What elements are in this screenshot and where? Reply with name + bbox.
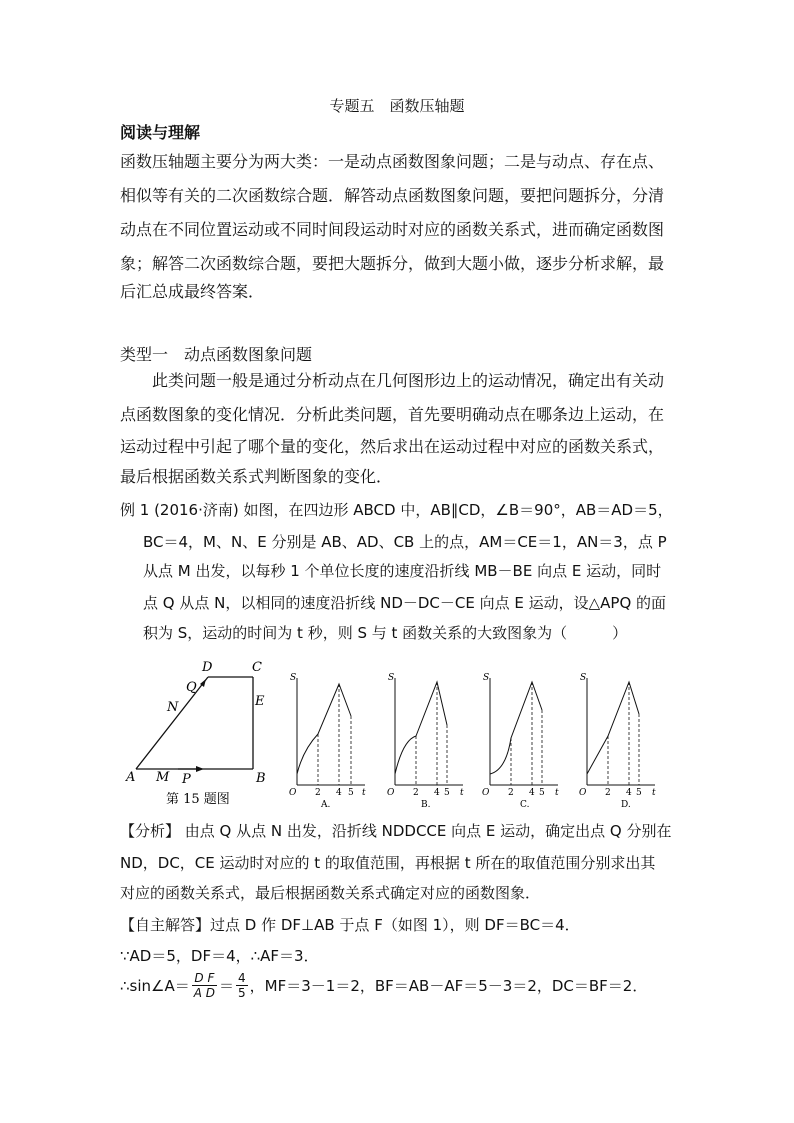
graph-option-d xyxy=(575,668,660,810)
graph-t-label: t xyxy=(652,788,656,798)
tick-label: 5 xyxy=(539,788,545,798)
paragraph-line: 函数压轴题主要分为两大类：一是动点函数图象问题；二是与动点、存在点、 xyxy=(120,152,665,171)
tick-label: 4 xyxy=(336,788,342,798)
example-line: 例 1 (2016·济南) 如图，在四边形 ABCD 中，AB∥CD，∠B＝90°，AB＝AD＝5， xyxy=(120,501,673,519)
example-line: 从点 M 出发，以每秒 1 个单位长度的速度沿折线 MB－BE 向点 E 运动，同时 xyxy=(143,562,662,580)
graph-option-label: D. xyxy=(621,800,631,810)
graph-s-label: S xyxy=(388,673,395,683)
graph-origin-label: O xyxy=(387,788,395,798)
paragraph-line: 点函数图象的变化情况．分析此类问题，首先要明确动点在哪条边上运动，在 xyxy=(120,405,665,424)
graph-s-label: S xyxy=(483,673,490,683)
paragraph-line: 后汇总成最终答案． xyxy=(120,282,265,301)
tick-label: 2 xyxy=(508,788,514,798)
paragraph-line: 此类问题一般是通过分析动点在几何图形边上的运动情况，确定出有关动 xyxy=(152,371,665,390)
graph-t-label: t xyxy=(460,788,464,798)
solution-line: ∵AD＝5，DF＝4，∴AF＝3． xyxy=(120,947,319,965)
graph-s-label: S xyxy=(290,673,297,683)
analysis-line: 对应的函数关系式，最后根据函数关系式确定对应的函数图象． xyxy=(120,884,541,902)
point-q-label: Q xyxy=(186,680,197,695)
paragraph-line: 动点在不同位置运动或不同时间段运动时对应的函数关系式，进而确定函数图 xyxy=(120,220,665,239)
graph-origin-label: O xyxy=(579,788,587,798)
tick-label: 5 xyxy=(348,788,354,798)
graph-option-label: B. xyxy=(421,800,431,810)
graph-s-label: S xyxy=(580,673,587,683)
point-d-label: D xyxy=(202,660,213,675)
paragraph-line: 最后根据函数关系式判断图象的变化． xyxy=(120,467,393,486)
fraction-numerator: D F xyxy=(192,971,217,986)
fraction-numerator: 4 xyxy=(238,971,246,985)
point-p-label: P xyxy=(182,772,191,787)
fraction-4-5 xyxy=(236,971,248,1000)
graph-option-a xyxy=(285,668,370,810)
tick-label: 5 xyxy=(444,788,450,798)
figure-caption: 第 15 题图 xyxy=(166,792,230,807)
tick-label: 4 xyxy=(529,788,535,798)
fraction-denominator: 5 xyxy=(238,986,246,1000)
graph-option-c xyxy=(478,668,563,810)
graph-origin-label: O xyxy=(289,788,297,798)
equals-sign: ＝ xyxy=(219,977,235,995)
example-line: 积为 S，运动的时间为 t 秒，则 S 与 t 函数关系的大致图象为（ ） xyxy=(143,624,628,642)
tick-label: 2 xyxy=(605,788,611,798)
section-heading-reading: 阅读与理解 xyxy=(120,123,201,142)
point-e-label: E xyxy=(255,694,265,709)
analysis-line: 【分析】 由点 Q 从点 N 出发，沿折线 NDDCCE 向点 E 运动，确定出点 Q 分别在 xyxy=(120,822,672,840)
solution-sin-prefix: ∴sin∠A＝ xyxy=(120,977,190,995)
quadrilateral-figure xyxy=(118,655,278,810)
tick-label: 4 xyxy=(434,788,440,798)
example-line: BC＝4，M、N、E 分别是 AB、AD、CB 上的点，AM＝CE＝1，AN＝3，点 P xyxy=(143,533,667,551)
paragraph-line: 相似等有关的二次函数综合题．解答动点函数图象问题，要把问题拆分，分清 xyxy=(120,186,665,205)
graph-option-label: C. xyxy=(520,800,530,810)
graph-t-label: t xyxy=(362,788,366,798)
example-line: 点 Q 从点 N，以相同的速度沿折线 ND－DC－CE 向点 E 运动，设△APQ 的面 xyxy=(143,594,667,612)
point-n-label: N xyxy=(167,700,179,715)
section-heading-type1: 类型一 动点函数图象问题 xyxy=(120,345,313,364)
graph-option-b xyxy=(383,668,468,810)
page-title: 专题五 函数压轴题 xyxy=(329,97,465,115)
solution-sin-suffix: ，MF＝3－1＝2，BF＝AB－AF＝5－3＝2，DC＝BF＝2． xyxy=(249,977,648,995)
tick-label: 2 xyxy=(413,788,419,798)
point-c-label: C xyxy=(252,660,262,675)
tick-label: 5 xyxy=(636,788,642,798)
point-m-label: M xyxy=(156,770,170,785)
fraction-df-ad xyxy=(192,971,217,1000)
paragraph-line: 运动过程中引起了哪个量的变化，然后求出在运动过程中对应的函数关系式， xyxy=(120,437,665,456)
tick-label: 4 xyxy=(626,788,632,798)
graph-origin-label: O xyxy=(482,788,490,798)
tick-label: 2 xyxy=(315,788,321,798)
solution-line: 【自主解答】过点 D 作 DF⊥AB 于点 F（如图 1），则 DF＝BC＝4． xyxy=(120,916,580,934)
point-b-label: B xyxy=(256,771,266,786)
solution-line-sin xyxy=(120,971,647,1000)
fraction-denominator: A D xyxy=(193,986,216,1000)
point-a-label: A xyxy=(126,770,136,785)
analysis-line: ND，DC，CE 运动时对应的 t 的取值范围，再根据 t 所在的取值范围分别求出其 xyxy=(120,854,656,872)
paragraph-line: 象；解答二次函数综合题，要把大题拆分，做到大题小做，逐步分析求解，最 xyxy=(120,254,665,273)
graph-t-label: t xyxy=(555,788,559,798)
graph-option-label: A. xyxy=(321,800,331,810)
